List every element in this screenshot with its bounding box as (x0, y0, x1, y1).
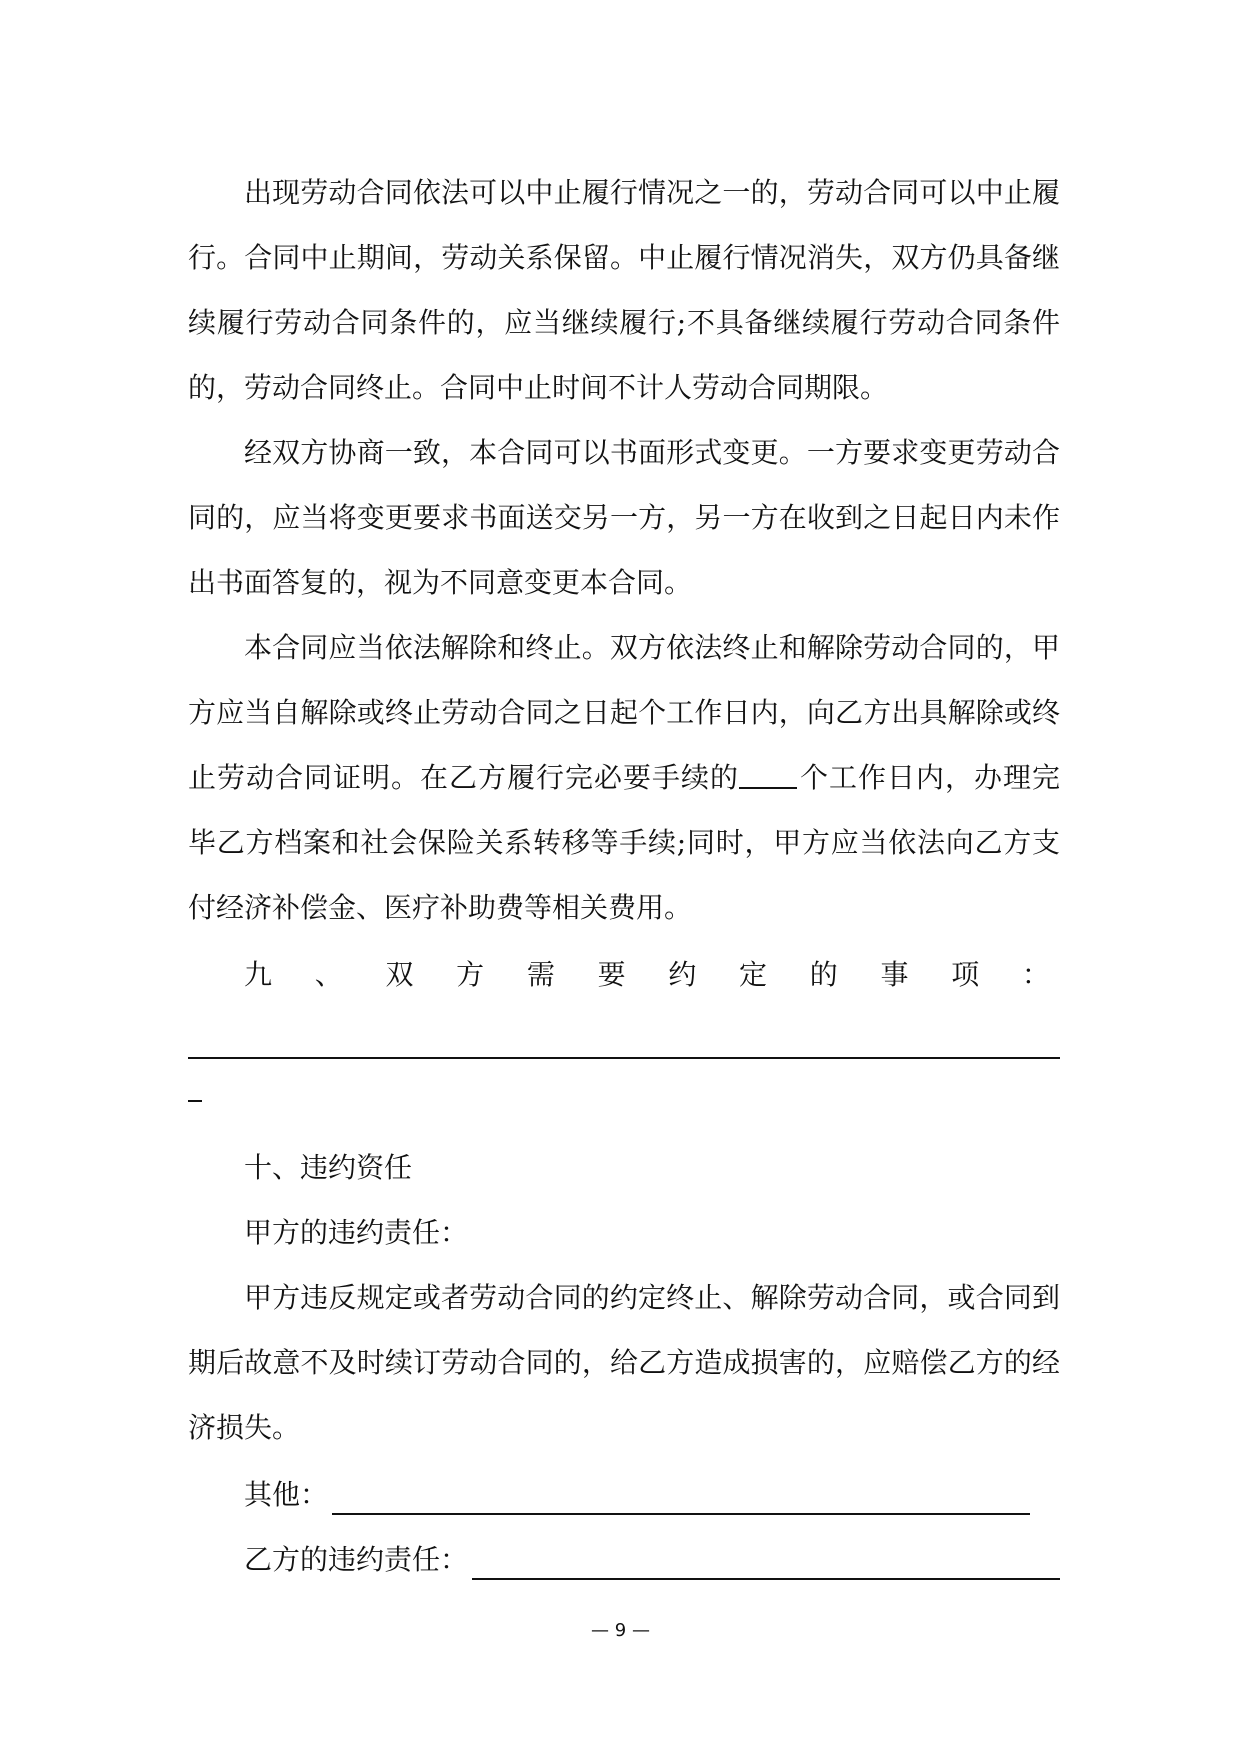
document-body (188, 160, 1060, 1590)
section-9-char: 九 (244, 957, 273, 991)
section-9-char: 方 (456, 957, 485, 991)
party-b-liability-label: 乙方的违约责任： (244, 1542, 469, 1576)
section-9-char: 要 (597, 957, 626, 991)
section-9-char: 需 (526, 957, 555, 991)
workdays-blank (739, 753, 797, 789)
other-label: 其他： (244, 1477, 329, 1511)
section-10-title: 十、违约资任 (244, 1151, 413, 1184)
party-a-liability-heading: 甲方的违约责任： (244, 1216, 469, 1249)
termination-text-part1: 本合同应当依法解除和终止。双方依法终止和解除劳动合同的，甲方应当自解除或终止劳动合同之日起个工作日内，向乙方出具解除或终止劳动合同证明。在乙方履行完必要手续的 (188, 631, 1060, 794)
section-9-fill-line-end (188, 1100, 202, 1102)
paragraph-contract-modification: 经双方协商一致，本合同可以书面形式变更。一方要求变更劳动合同的，应当将变更要求书面送交另一方，另一方在收到之日起日内未作出书面答复的，视为不同意变更本合同。 (188, 436, 1060, 599)
paragraph-contract-suspension: 出现劳动合同依法可以中止履行情况之一的，劳动合同可以中止履行。合同中止期间，劳动关系保留。中止履行情况消失，双方仍具备继续履行劳动合同条件的，应当继续履行;不具备继续履行劳动合同条件的，劳动合同终止。合同中止时间不计人劳动合同期限。 (188, 176, 1060, 404)
section-9-char: 约 (668, 957, 697, 991)
section-9-char: 定 (739, 957, 768, 991)
termination-text-part2: 个工作日内，办理完毕乙方档案和社会保险关系转移等手续;同时，甲方应当依法向乙方支付经济补偿金、医疗补助费等相关费用。 (188, 761, 1060, 924)
section-9-fill-line-wrap (188, 1005, 1060, 1070)
section-9-fill-line-end-wrap (188, 1070, 1060, 1135)
page-number: — 9 — (591, 1620, 650, 1641)
party-a-liability-text: 甲方违反规定或者劳动合同的约定终止、解除劳动合同，或合同到期后故意不及时续订劳动合同的，给乙方造成损害的，应赔偿乙方的经济损失。 (188, 1281, 1060, 1444)
section-9-char: 项 (951, 957, 980, 991)
party-b-liability-fill-line (472, 1548, 1060, 1580)
section-9-char: ： (1021, 957, 1050, 991)
section-9-char: 双 (385, 957, 414, 991)
section-9-char: 、 (314, 957, 343, 991)
section-9-heading (188, 940, 1060, 1005)
section-9-char: 事 (880, 957, 909, 991)
other-fill-line (332, 1483, 1030, 1515)
paragraph-contract-termination (188, 615, 1060, 940)
section-9-fill-line (188, 1057, 1060, 1059)
party-b-liability-field (188, 1525, 1060, 1590)
other-field (188, 1460, 1060, 1525)
section-9-char: 的 (809, 957, 838, 991)
